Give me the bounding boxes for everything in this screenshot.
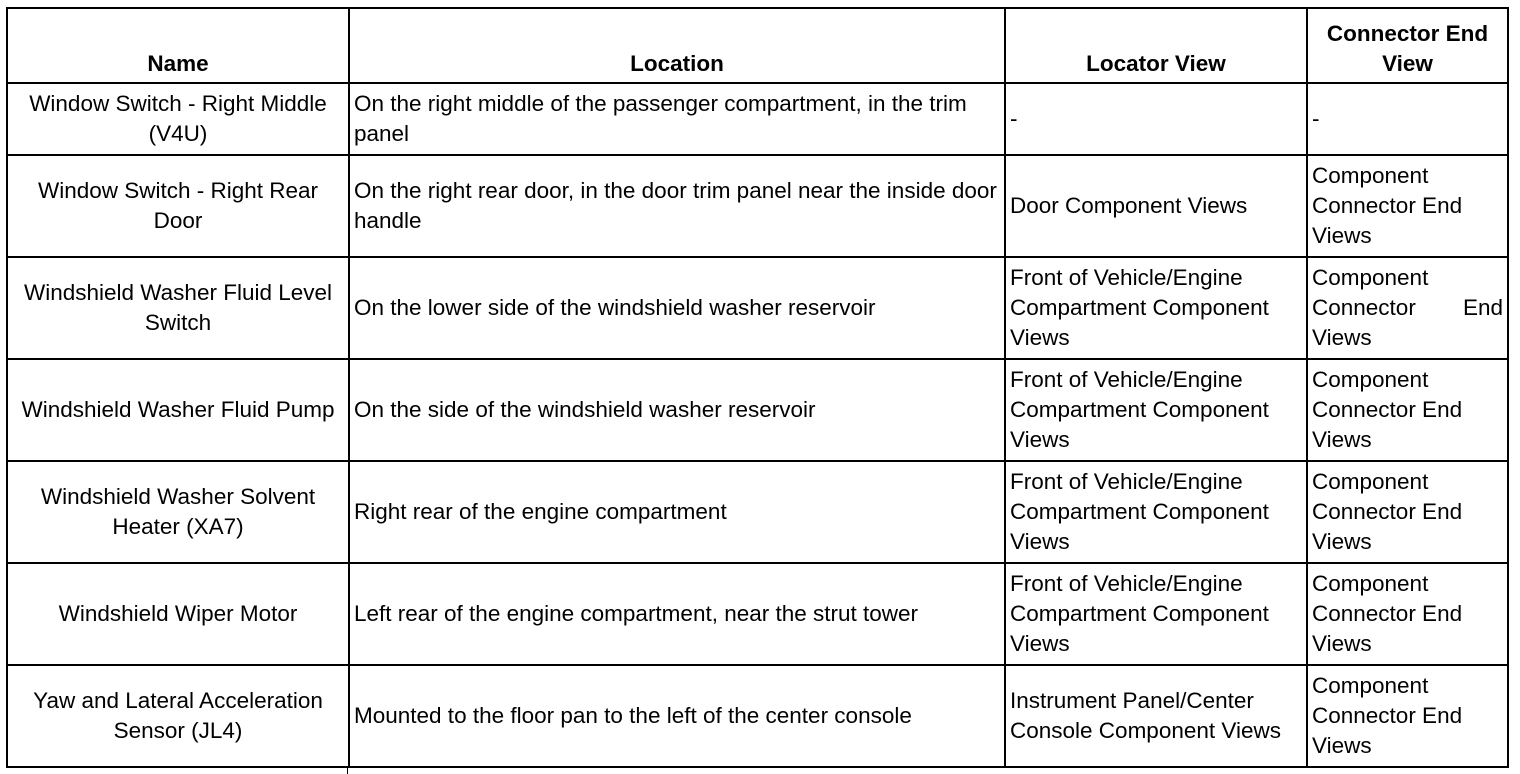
cell-locator-view: Front of Vehicle/Engine Compartment Component Views [1005, 563, 1307, 665]
header-locator-view: Locator View [1005, 8, 1307, 83]
cell-locator-view: Instrument Panel/Center Console Component Views [1005, 665, 1307, 767]
header-connector-end-view: Connector End View [1307, 8, 1508, 83]
cell-locator-view: Front of Vehicle/Engine Compartment Component Views [1005, 461, 1307, 563]
cell-locator-view: Front of Vehicle/Engine Compartment Component Views [1005, 359, 1307, 461]
cell-connector-end-view: Component Connector End Views [1307, 563, 1508, 665]
table-row [7, 563, 1508, 665]
header-location: Location [349, 8, 1005, 83]
cell-name: Window Switch - Right Middle (V4U) [7, 83, 349, 155]
cell-location: On the side of the windshield washer reservoir [349, 359, 1005, 461]
cell-location: On the lower side of the windshield washer reservoir [349, 257, 1005, 359]
cell-connector-end-view: Component Connector End Views [1307, 359, 1508, 461]
cell-name: Windshield Washer Fluid Level Switch [7, 257, 349, 359]
cell-location: On the right rear door, in the door trim panel near the inside door handle [349, 155, 1005, 257]
cell-name: Window Switch - Right Rear Door [7, 155, 349, 257]
page-edge-tick [347, 768, 348, 774]
cell-location: Left rear of the engine compartment, near the strut tower [349, 563, 1005, 665]
cell-location: Right rear of the engine compartment [349, 461, 1005, 563]
cell-name: Yaw and Lateral Acceleration Sensor (JL4) [7, 665, 349, 767]
header-row [7, 8, 1508, 83]
cell-name: Windshield Washer Fluid Pump [7, 359, 349, 461]
cell-location: Mounted to the floor pan to the left of the center console [349, 665, 1005, 767]
cell-name: Windshield Wiper Motor [7, 563, 349, 665]
cell-connector-end-view: Component Connector End Views [1307, 257, 1508, 359]
header-name: Name [7, 8, 349, 83]
cell-locator-view: Door Component Views [1005, 155, 1307, 257]
cell-locator-view: - [1005, 83, 1307, 155]
component-locator-table [6, 7, 1509, 768]
cell-name: Windshield Washer Solvent Heater (XA7) [7, 461, 349, 563]
table-row [7, 83, 1508, 155]
cell-connector-end-view: Component Connector End Views [1307, 461, 1508, 563]
table-row [7, 665, 1508, 767]
cell-locator-view: Front of Vehicle/Engine Compartment Component Views [1005, 257, 1307, 359]
cell-connector-end-view: Component Connector End Views [1307, 665, 1508, 767]
table-row [7, 461, 1508, 563]
table-row [7, 155, 1508, 257]
table-row [7, 359, 1508, 461]
cell-connector-end-view: - [1307, 83, 1508, 155]
cell-location: On the right middle of the passenger compartment, in the trim panel [349, 83, 1005, 155]
cell-connector-end-view: Component Connector End Views [1307, 155, 1508, 257]
table-row [7, 257, 1508, 359]
